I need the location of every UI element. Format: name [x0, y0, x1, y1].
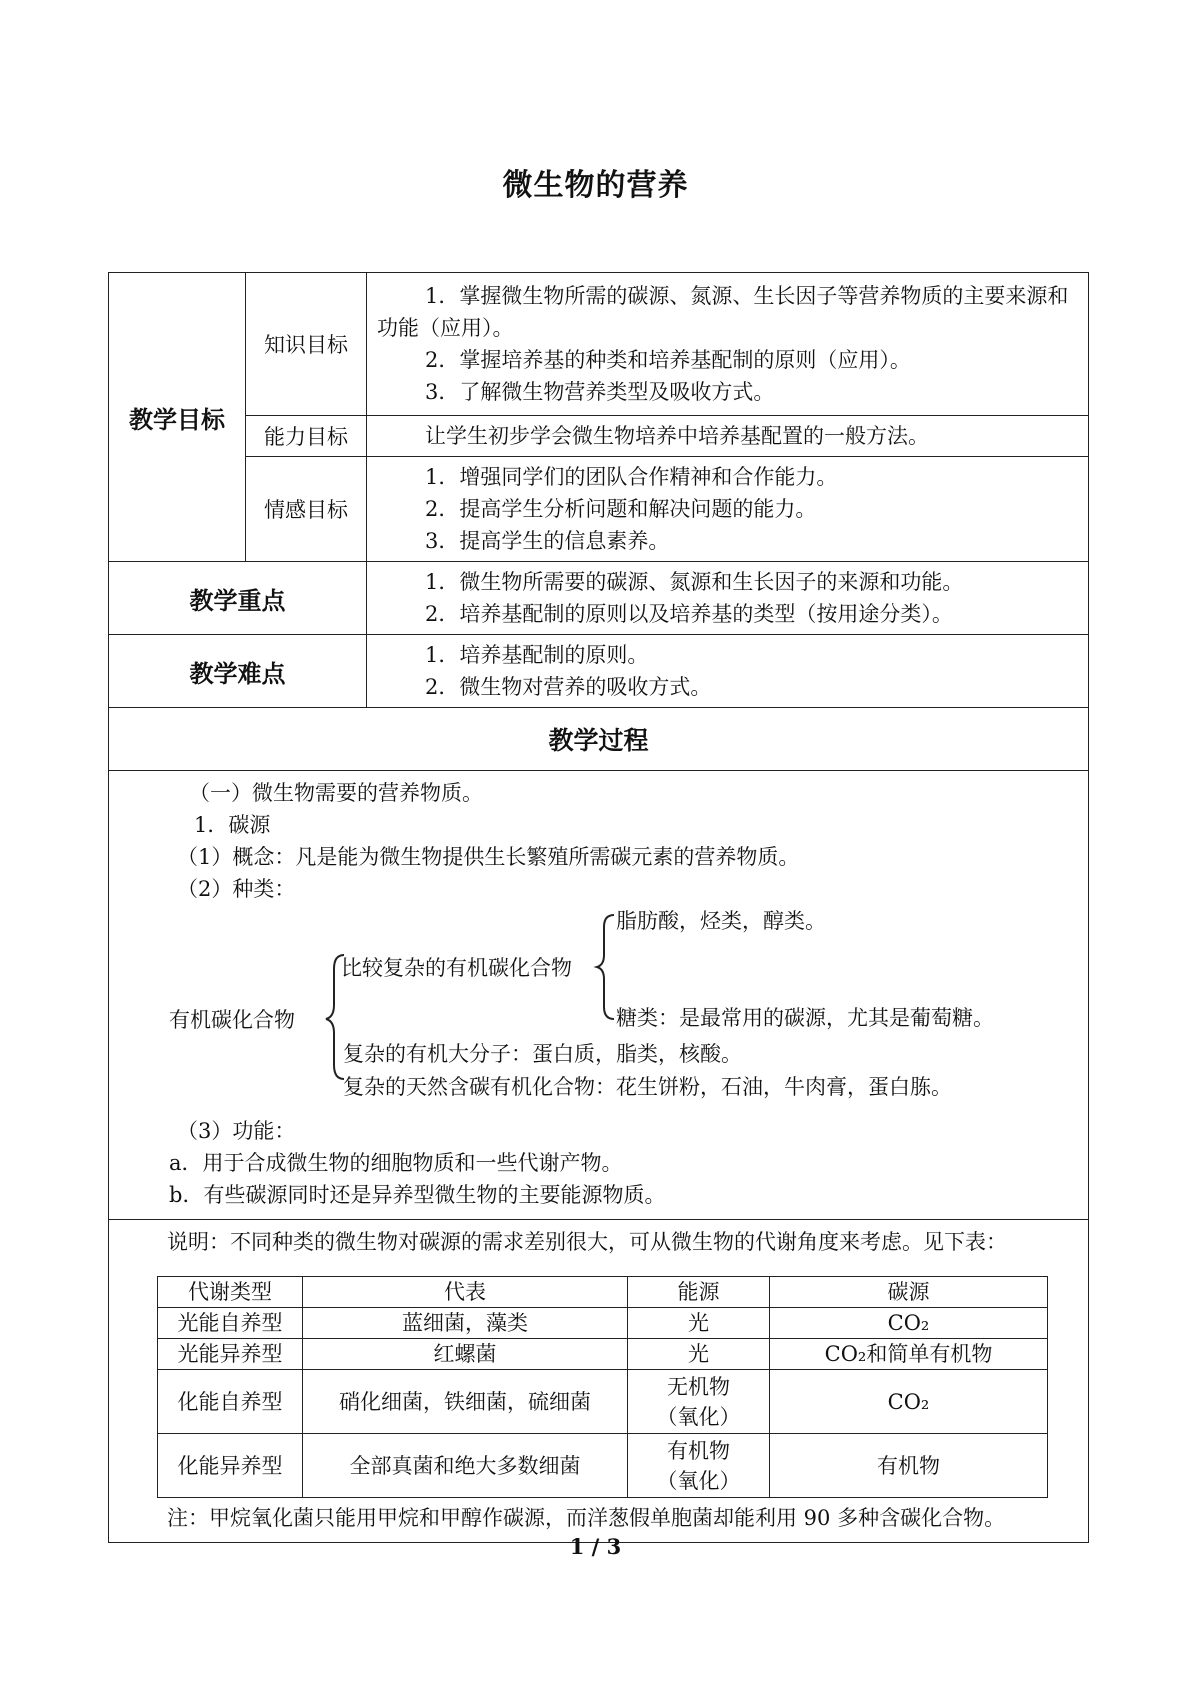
concept-line: （1）概念：凡是能为微生物提供生长繁殖所需碳元素的营养物质。 — [177, 845, 800, 869]
table-header: 能源 — [628, 1277, 770, 1308]
table-cell: 红螺菌 — [303, 1339, 628, 1370]
difficulty-line: 1．培养基配制的原则。 — [425, 643, 649, 667]
table-cell: 化能自养型 — [158, 1370, 303, 1434]
table-cell: CO₂和简单有机物 — [770, 1339, 1048, 1370]
diagram-root: 有机碳化合物 — [169, 1008, 295, 1032]
table-cell: 有机物 — [770, 1434, 1048, 1498]
lesson-plan-table — [108, 272, 1089, 1543]
page-title: 微生物的营养 — [502, 168, 689, 203]
key-point-line: 2．培养基配制的原则以及培养基的类型（按用途分类）。 — [425, 602, 953, 626]
diagram-sugar: 糖类：是最常用的碳源，尤其是葡萄糖。 — [616, 1006, 994, 1030]
function-line: （3）功能： — [177, 1119, 296, 1143]
knowledge-goal-content — [367, 273, 1089, 416]
carbon-source-diagram — [119, 905, 1078, 1115]
key-points-label: 教学重点 — [109, 562, 367, 635]
process-carbon-section — [109, 771, 1089, 1220]
emotion-line: 1．增强同学们的团队合作精神和合作能力。 — [425, 465, 838, 489]
table-cell: 硝化细菌，铁细菌，硫细菌 — [303, 1370, 628, 1434]
knowledge-line: 2．掌握培养基的种类和培养基配制的原则（应用）。 — [425, 348, 911, 372]
key-point-line: 1．微生物所需要的碳源、氮源和生长因子的来源和功能。 — [425, 570, 964, 594]
emotion-goal-label: 情感目标 — [246, 457, 367, 562]
difficulties-content — [367, 635, 1089, 708]
table-cell: 全部真菌和绝大多数细菌 — [303, 1434, 628, 1498]
table-cell: CO₂ — [770, 1308, 1048, 1339]
function-a: a．用于合成微生物的细胞物质和一些代谢产物。 — [169, 1151, 623, 1175]
process-title: 教学过程 — [109, 708, 1089, 771]
objectives-label: 教学目标 — [109, 273, 246, 562]
table-header: 代谢类型 — [158, 1277, 303, 1308]
table-cell: 有机物（氧化） — [628, 1434, 770, 1498]
ability-goal-content: 让学生初步学会微生物培养中培养基配置的一般方法。 — [367, 416, 1089, 457]
table-cell: 光 — [628, 1339, 770, 1370]
knowledge-line: 3．了解微生物营养类型及吸收方式。 — [425, 380, 775, 404]
key-points-content — [367, 562, 1089, 635]
note-intro: 说明：不同种类的微生物对碳源的需求差别很大，可从微生物的代谢角度来考虑。见下表： — [167, 1230, 1007, 1254]
difficulty-line: 2．微生物对营养的吸收方式。 — [425, 675, 712, 699]
process-note-section — [109, 1220, 1089, 1543]
ability-goal-label: 能力目标 — [246, 416, 367, 457]
diagram-natural: 复杂的天然含碳有机化合物：花生饼粉，石油，牛肉膏，蛋白胨。 — [343, 1075, 952, 1099]
page-number: 1 / 3 — [569, 1534, 622, 1559]
emotion-goal-content — [367, 457, 1089, 562]
table-cell: 光 — [628, 1308, 770, 1339]
metabolism-table — [157, 1276, 1048, 1498]
table-cell: 光能自养型 — [158, 1308, 303, 1339]
emotion-line: 3．提高学生的信息素养。 — [425, 529, 670, 553]
note-line: 注：甲烷氧化菌只能用甲烷和甲醇作碳源，而洋葱假单胞菌却能利用 90 多种含碳化合物。 — [167, 1506, 1006, 1530]
table-cell: 蓝细菌，藻类 — [303, 1308, 628, 1339]
section-heading: （一）微生物需要的营养物质。 — [189, 781, 483, 805]
knowledge-goal-label: 知识目标 — [246, 273, 367, 416]
table-cell: 无机物（氧化） — [628, 1370, 770, 1434]
emotion-line: 2．提高学生分析问题和解决问题的能力。 — [425, 497, 817, 521]
item-heading: 1．碳源 — [194, 813, 271, 837]
diagram-fatty: 脂肪酸，烃类，醇类。 — [616, 909, 826, 933]
function-b: b．有些碳源同时还是异养型微生物的主要能源物质。 — [169, 1183, 666, 1207]
knowledge-line: 1．掌握微生物所需的碳源、氮源、生长因子等营养物质的主要来源和功能（应用）。 — [377, 284, 1069, 340]
table-cell: 化能异养型 — [158, 1434, 303, 1498]
diagram-macro: 复杂的有机大分子：蛋白质，脂类，核酸。 — [343, 1042, 742, 1066]
table-cell: CO₂ — [770, 1370, 1048, 1434]
table-header: 代表 — [303, 1277, 628, 1308]
table-header: 碳源 — [770, 1277, 1048, 1308]
types-line: （2）种类： — [177, 877, 296, 901]
diagram-complex: 比较复杂的有机碳化合物 — [341, 956, 572, 980]
table-cell: 光能异养型 — [158, 1339, 303, 1370]
difficulties-label: 教学难点 — [109, 635, 367, 708]
